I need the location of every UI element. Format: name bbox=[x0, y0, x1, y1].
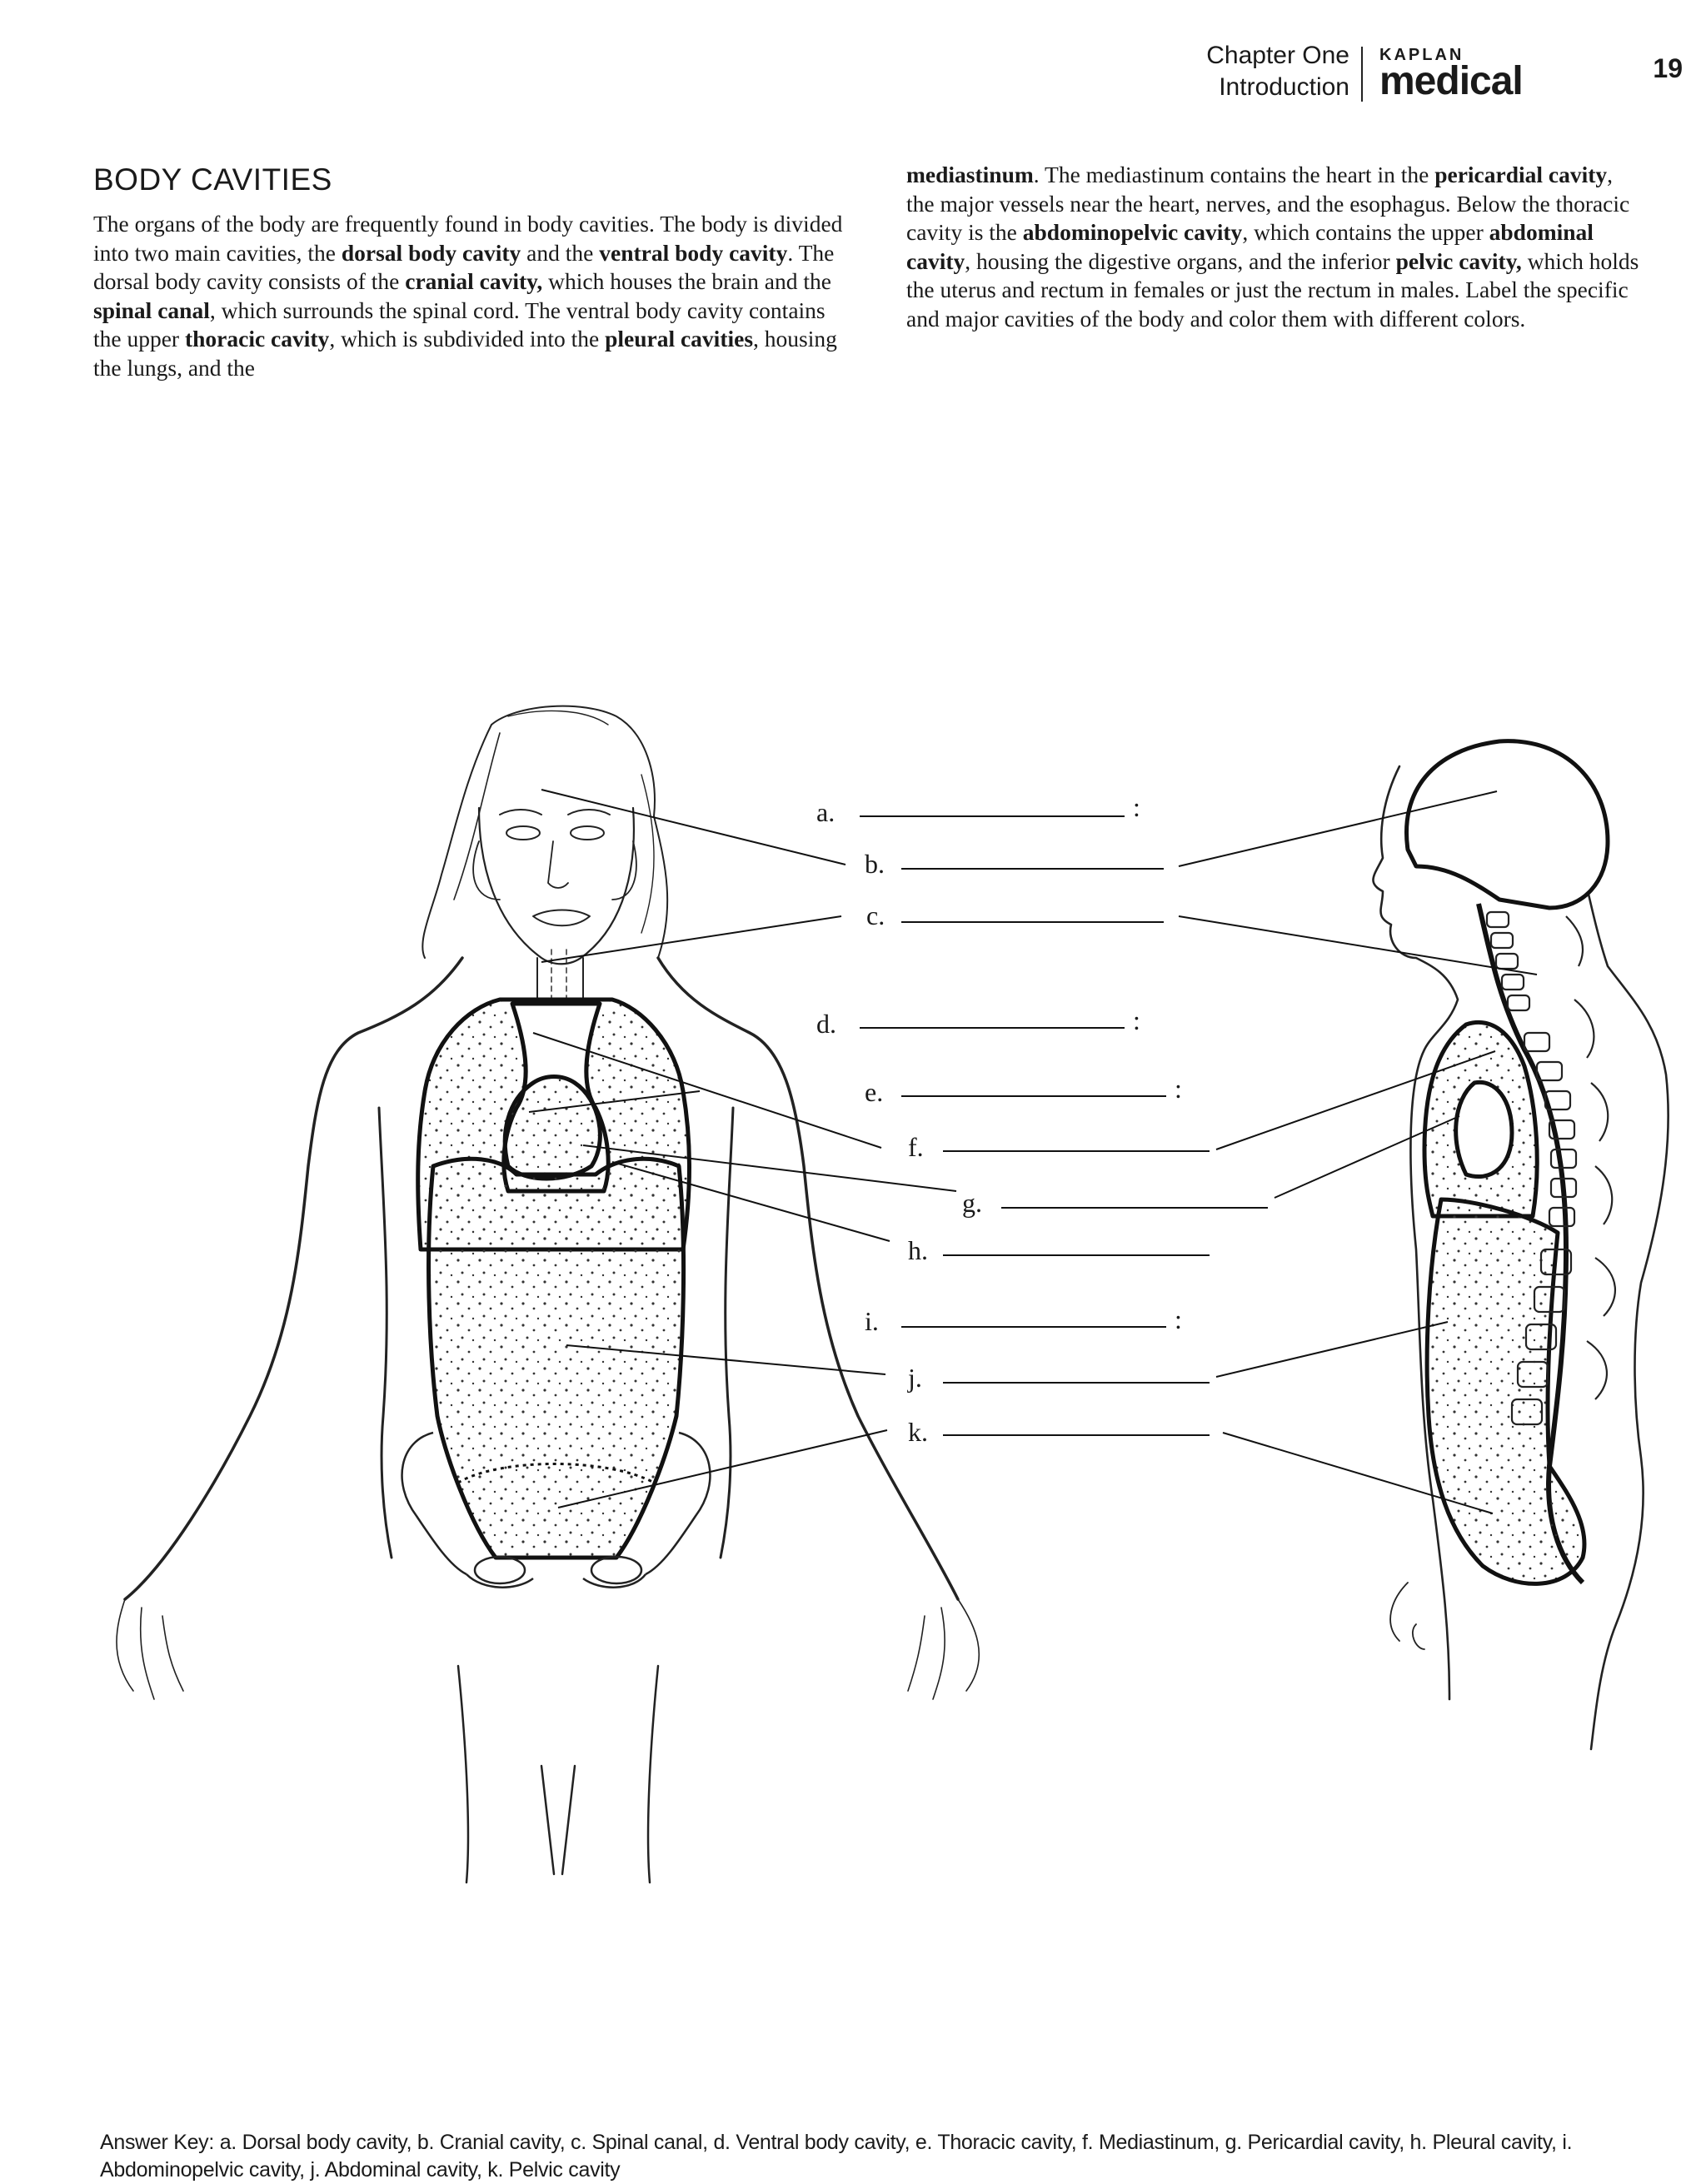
section-label: Introduction bbox=[1219, 73, 1349, 101]
page-number: 19 bbox=[1653, 53, 1683, 83]
colon-d: : bbox=[1133, 1005, 1140, 1035]
label-j: j. bbox=[908, 1363, 922, 1393]
side-cavities bbox=[1406, 741, 1608, 1584]
label-h-row bbox=[908, 1235, 1210, 1265]
intro-paragraph-right: mediastinum. The mediastinum contains the heart in the pericardial cavity, the major vessels near the heart, nerves, and the esophagus. Below the thoracic cavity is the abdominopelvic cavity, which contains the upper abdominal cavity, housing the digestive organs, and the inferior pelvic cavity, which holds the uterus and rectum in females or just the rectum in males. Label the specific and major cavities of the body and color them with different colors. bbox=[906, 162, 1639, 332]
label-b-row bbox=[865, 849, 1164, 879]
label-i: i. bbox=[865, 1306, 879, 1336]
front-abdominopelvic-cavity bbox=[429, 1159, 684, 1558]
colon-i: : bbox=[1175, 1304, 1182, 1334]
label-k-row bbox=[908, 1417, 1210, 1447]
section-title: BODY CAVITIES bbox=[93, 162, 332, 197]
label-k: k. bbox=[908, 1417, 928, 1447]
label-a-row bbox=[816, 792, 1140, 827]
label-c: c. bbox=[866, 900, 885, 930]
label-i-row bbox=[865, 1304, 1182, 1336]
nose bbox=[548, 841, 568, 888]
side-abdominopelvic-cavity bbox=[1427, 1199, 1584, 1583]
side-hand bbox=[1390, 1583, 1424, 1649]
label-f-row bbox=[908, 1132, 1210, 1162]
label-d-row bbox=[816, 1005, 1140, 1039]
label-c-row bbox=[866, 900, 1164, 930]
left-eye bbox=[506, 826, 540, 840]
label-a: a. bbox=[816, 797, 836, 827]
label-f: f. bbox=[908, 1132, 924, 1162]
label-g-row bbox=[962, 1188, 1268, 1218]
answer-key bbox=[100, 2129, 1666, 2184]
chapter-label: Chapter One bbox=[1206, 42, 1349, 69]
side-pericardial-cavity bbox=[1456, 1082, 1512, 1176]
side-cranial-cavity bbox=[1406, 741, 1608, 908]
colon-e: : bbox=[1175, 1074, 1182, 1104]
brand-big-text: medical bbox=[1379, 59, 1523, 103]
label-h: h. bbox=[908, 1235, 928, 1265]
right-hand bbox=[908, 1599, 979, 1699]
colon-a: : bbox=[1133, 792, 1140, 822]
intro-paragraph-left: The organs of the body are frequently found in body cavities. The body is divided into two main cavities, the dorsal body cavity and the ventral body cavity. The dorsal body cavity consists of the cranial cavity, which houses the brain and the spinal canal, which surrounds the spinal cord. The ventral body cavity contains the upper thoracic cavity, which is subdivided into the pleural cavities, housing the lungs, and the bbox=[93, 211, 843, 381]
label-e-row bbox=[865, 1074, 1182, 1107]
label-g: g. bbox=[962, 1188, 982, 1218]
answer-key-label: Answer Key: bbox=[100, 2131, 215, 2154]
brand-small-text: KAPLAN bbox=[1379, 46, 1464, 64]
face-outline bbox=[479, 808, 634, 964]
label-e: e. bbox=[865, 1077, 884, 1107]
label-b: b. bbox=[865, 849, 885, 879]
mouth bbox=[533, 910, 590, 926]
right-eye bbox=[571, 826, 604, 840]
label-d: d. bbox=[816, 1009, 836, 1039]
front-cavities bbox=[418, 1000, 690, 1558]
left-hand bbox=[117, 1599, 183, 1699]
answer-key-text: a. Dorsal body cavity, b. Cranial cavity, c. Spinal canal, d. Ventral body cavity, e. Thoracic cavity, f. Mediastinum, g. Pericardial cavity, h. Pleural cavity, i. Abdominopelvic cavity, j. Abdominal cavity, k. Pelvic cavity bbox=[100, 2131, 1573, 2182]
label-j-row bbox=[907, 1363, 1210, 1393]
